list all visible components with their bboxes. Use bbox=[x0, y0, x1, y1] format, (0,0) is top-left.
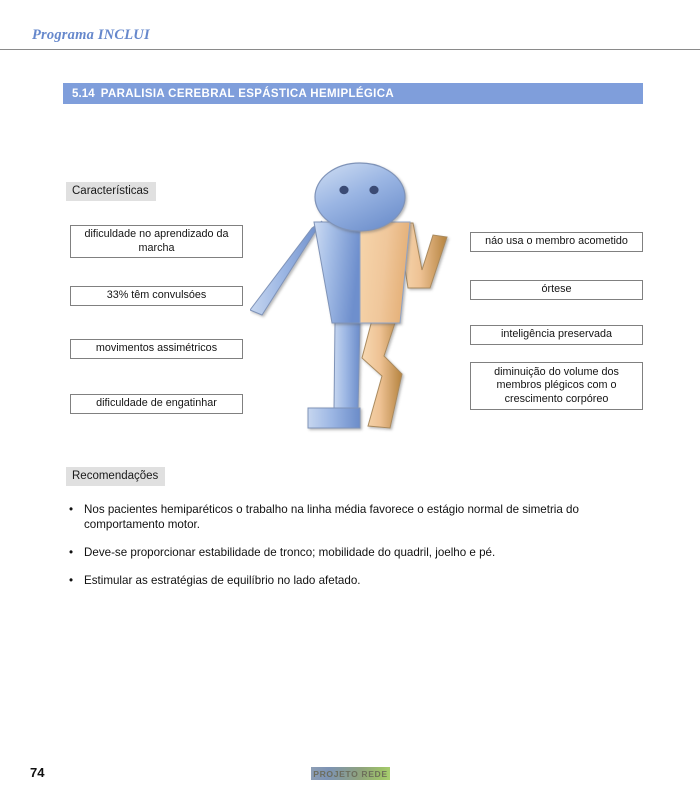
callout-box-left-3: movimentos assimétricos bbox=[70, 339, 243, 359]
recommendation-text: Estimular as estratégias de equilíbrio no lado afetado. bbox=[84, 574, 361, 587]
section-number: 5.14 bbox=[72, 87, 95, 100]
figure-left-eye bbox=[339, 186, 348, 194]
recommendations-label: Recomendações bbox=[66, 467, 165, 486]
figure-torso-right-tan bbox=[360, 222, 410, 323]
hemiplegia-figure bbox=[250, 160, 465, 440]
recommendation-item-1 bbox=[66, 502, 650, 532]
figure-left-arm bbox=[250, 221, 322, 315]
bullet-icon: • bbox=[69, 574, 74, 587]
bullet-icon: • bbox=[69, 546, 74, 559]
section-header-bar bbox=[63, 83, 643, 104]
callout-box-right-2: órtese bbox=[470, 280, 643, 300]
header-rule bbox=[0, 49, 700, 50]
figure-head bbox=[315, 163, 405, 231]
projeto-rede-logo-text: PROJETO REDE bbox=[313, 768, 388, 779]
figure-left-leg bbox=[308, 322, 360, 428]
figure-torso bbox=[314, 222, 410, 323]
figure-left-foot bbox=[308, 408, 360, 428]
projeto-rede-logo bbox=[311, 767, 390, 780]
figure-torso-left-blue bbox=[314, 222, 360, 323]
recommendation-text: Nos pacientes hemiparéticos o trabalho na linha média favorece o estágio normal de simetria do comportamento motor. bbox=[84, 503, 579, 531]
figure-right-leg bbox=[362, 320, 402, 428]
recommendation-text: Deve-se proporcionar estabilidade de tronco; mobilidade do quadril, joelho e pé. bbox=[84, 546, 496, 559]
hemiplegia-figure-svg bbox=[250, 160, 465, 440]
callout-box-right-1: náo usa o membro acometido bbox=[470, 232, 643, 252]
bullet-icon: • bbox=[69, 503, 74, 516]
characteristics-label: Características bbox=[66, 182, 156, 201]
callout-box-right-4: diminuição do volume dos membros plégicos com o crescimento corpóreo bbox=[470, 362, 643, 410]
section-title: PARALISIA CEREBRAL ESPÁSTICA HEMIPLÉGICA bbox=[100, 87, 395, 100]
callout-box-left-4: dificuldade de engatinhar bbox=[70, 394, 243, 414]
figure-right-eye bbox=[369, 186, 378, 194]
recommendations-list bbox=[66, 502, 650, 601]
callout-box-left-1: dificuldade no aprendizado da marcha bbox=[70, 225, 243, 258]
recommendation-item-2 bbox=[66, 545, 650, 560]
running-head: Programa INCLUI bbox=[32, 27, 150, 43]
recommendation-item-3 bbox=[66, 573, 650, 588]
callout-box-left-2: 33% têm convulsóes bbox=[70, 286, 243, 306]
callout-box-right-3: inteligência preservada bbox=[470, 325, 643, 345]
page-number: 74 bbox=[30, 765, 45, 780]
